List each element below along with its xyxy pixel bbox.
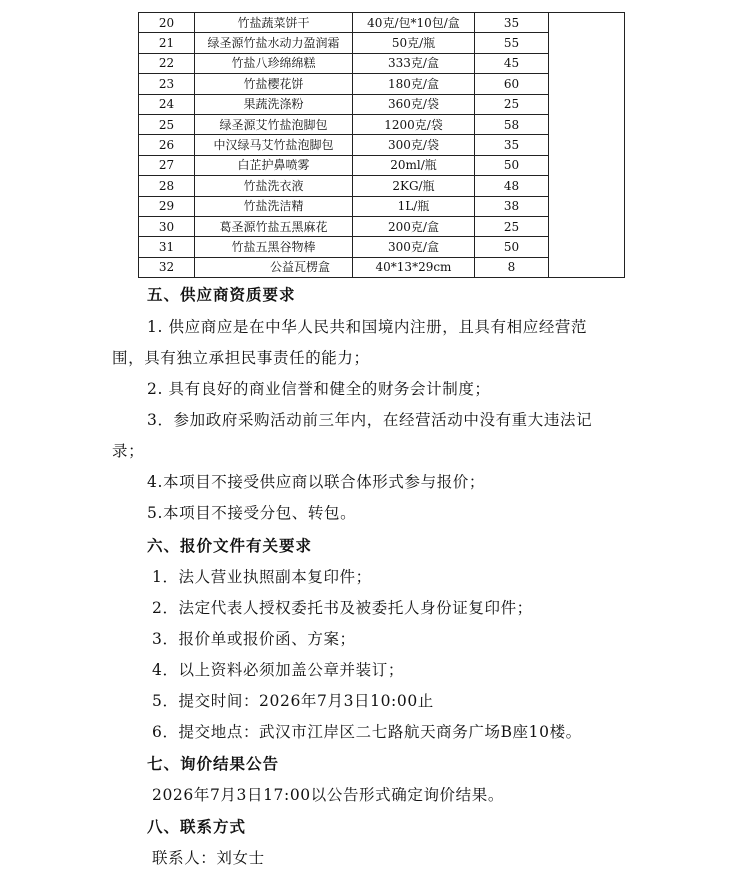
product-name-cell: 竹盐洗衣液 [195, 176, 353, 196]
row-number-cell: 32 [139, 257, 195, 277]
product-spec-cell: 2KG/瓶 [353, 176, 475, 196]
product-spec-cell: 300克/袋 [353, 135, 475, 155]
table-row [139, 13, 625, 33]
row-number-cell: 27 [139, 155, 195, 175]
quantity-cell: 55 [475, 33, 549, 53]
section-5-item-4: 4.本项目不接受供应商以联合体形式参与报价； [147, 473, 485, 491]
quantity-cell: 58 [475, 114, 549, 134]
product-name-cell: 竹盐八珍绵绵糕 [195, 53, 353, 73]
product-spec-cell: 1L/瓶 [353, 196, 475, 216]
row-number-cell: 21 [139, 33, 195, 53]
section-5-item-3-line-1: 3．参加政府采购活动前三年内，在经营活动中没有重大违法记 [147, 411, 593, 429]
quantity-cell: 25 [475, 94, 549, 114]
section-7-heading: 七、询价结果公告 [147, 755, 280, 773]
quantity-cell: 45 [475, 53, 549, 73]
product-spec-cell: 300克/盒 [353, 237, 475, 257]
row-number-cell: 30 [139, 216, 195, 236]
product-name-cell: 果蔬洗涤粉 [195, 94, 353, 114]
product-spec-cell: 180克/盒 [353, 74, 475, 94]
quantity-cell: 38 [475, 196, 549, 216]
section-5-item-5: 5.本项目不接受分包、转包。 [147, 504, 357, 522]
section-7-text: 2026年7月3日17:00以公告形式确定询价结果。 [152, 786, 504, 804]
section-6-heading: 六、报价文件有关要求 [147, 537, 313, 555]
section-8-contact: 联系人：刘女士 [152, 849, 265, 867]
quantity-cell: 8 [475, 257, 549, 277]
product-table-body [139, 13, 625, 278]
product-name-cell: 葛圣源竹盐五黑麻花 [195, 216, 353, 236]
product-name-cell: 竹盐五黑谷物棒 [195, 237, 353, 257]
section-6-item-2: 2．法定代表人授权委托书及被委托人身份证复印件； [152, 599, 533, 617]
section-6-item-1: 1．法人营业执照副本复印件； [152, 568, 372, 586]
product-table [138, 12, 625, 278]
section-8-heading: 八、联系方式 [147, 818, 247, 836]
row-number-cell: 25 [139, 114, 195, 134]
section-5-heading: 五、供应商资质要求 [147, 286, 296, 304]
product-name-cell: 竹盐蔬菜饼干 [195, 13, 353, 33]
section-5-item-3-line-2: 录； [112, 442, 145, 460]
product-name-cell: 竹盐樱花饼 [195, 74, 353, 94]
product-name-cell: 绿圣源艾竹盐泡脚包 [195, 114, 353, 134]
product-spec-cell: 50克/瓶 [353, 33, 475, 53]
section-5-item-1-line-1: 1. 供应商应是在中华人民共和国境内注册，且具有相应经营范 [147, 318, 588, 336]
product-name-cell: 公益瓦楞盒 [195, 257, 353, 277]
row-number-cell: 20 [139, 13, 195, 33]
product-name-cell: 竹盐洗洁精 [195, 196, 353, 216]
product-spec-cell: 40*13*29cm [353, 257, 475, 277]
product-spec-cell: 40克/包*10包/盒 [353, 13, 475, 33]
section-6-item-3: 3．报价单或报价函、方案； [152, 630, 356, 648]
product-spec-cell: 200克/盒 [353, 216, 475, 236]
product-name-cell: 白芷护鼻喷雾 [195, 155, 353, 175]
section-5-item-1-line-2: 围，具有独立承担民事责任的能力； [112, 349, 370, 367]
product-spec-cell: 20ml/瓶 [353, 155, 475, 175]
remarks-merged-cell [549, 13, 625, 278]
row-number-cell: 26 [139, 135, 195, 155]
quantity-cell: 25 [475, 216, 549, 236]
row-number-cell: 28 [139, 176, 195, 196]
quantity-cell: 35 [475, 135, 549, 155]
product-spec-cell: 1200克/袋 [353, 114, 475, 134]
row-number-cell: 23 [139, 74, 195, 94]
section-6-item-4: 4．以上资料必须加盖公章并装订； [152, 661, 404, 679]
row-number-cell: 31 [139, 237, 195, 257]
row-number-cell: 29 [139, 196, 195, 216]
section-6-item-5: 5．提交时间：2026年7月3日10:00止 [152, 692, 434, 710]
quantity-cell: 60 [475, 74, 549, 94]
product-name-cell: 绿圣源竹盐水动力盈润霜 [195, 33, 353, 53]
row-number-cell: 22 [139, 53, 195, 73]
row-number-cell: 24 [139, 94, 195, 114]
product-name-cell: 中汉绿马艾竹盐泡脚包 [195, 135, 353, 155]
section-6-item-6: 6．提交地点：武汉市江岸区二七路航天商务广场B座10楼。 [152, 723, 582, 741]
quantity-cell: 50 [475, 237, 549, 257]
product-spec-cell: 333克/盒 [353, 53, 475, 73]
product-spec-cell: 360克/袋 [353, 94, 475, 114]
quantity-cell: 48 [475, 176, 549, 196]
quantity-cell: 50 [475, 155, 549, 175]
quantity-cell: 35 [475, 13, 549, 33]
section-5-item-2: 2. 具有良好的商业信誉和健全的财务会计制度； [147, 380, 491, 398]
